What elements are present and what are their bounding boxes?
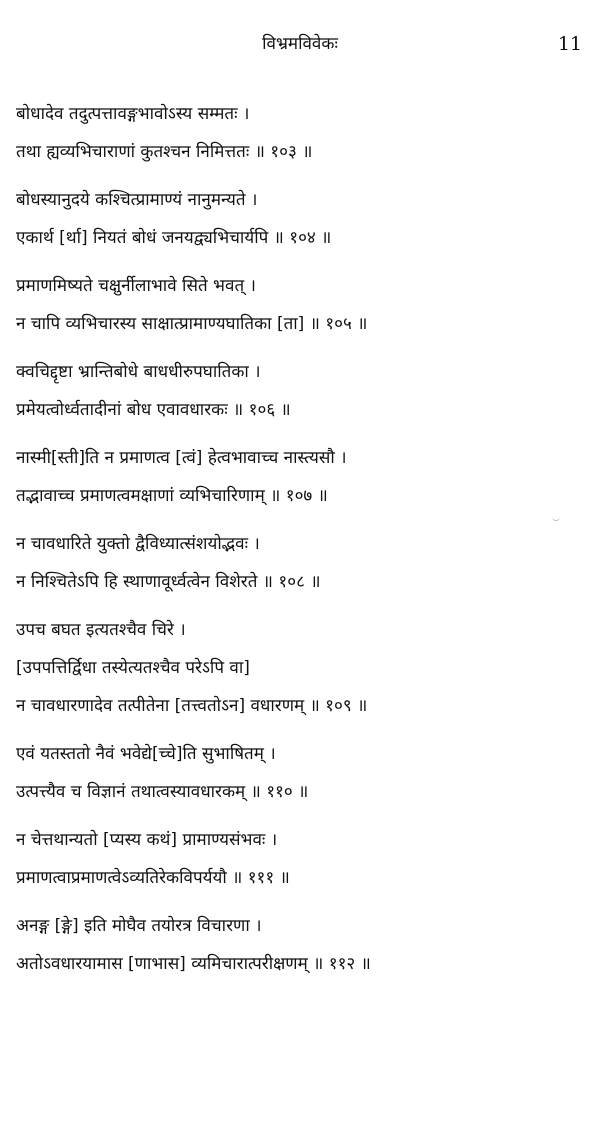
verse-line: उत्पत्त्यैव च विज्ञानं तथात्वस्यावधारकम् ॥ ११० ॥ <box>16 782 309 802</box>
verse-112 <box>16 907 586 983</box>
verse-106 <box>16 353 586 429</box>
verse-108 <box>16 525 586 601</box>
verse-line: तद्भावाच्च प्रमाणत्वमक्षाणां व्यभिचारिणाम् ॥ १०७ ॥ <box>16 486 328 506</box>
verse-line: क्वचिद्दृष्टा भ्रान्तिबोधे बाधधीरुपघातिका । <box>16 362 261 382</box>
verse-110 <box>16 735 586 811</box>
verse-line: न निश्चितेऽपि हि स्थाणावूर्ध्वत्वेन विशेरते ॥ १०८ ॥ <box>16 572 321 592</box>
verse-line: तथा ह्यव्यभिचाराणां कुतश्चन निमित्ततः ॥ १०३ ॥ <box>16 142 313 162</box>
verse-line: प्रमाणत्वाप्रमाणत्वेऽव्यतिरेकविपर्ययौ ॥ १११ ॥ <box>16 868 290 888</box>
verse-line: बोधादेव तदुत्पत्तावङ्गभावोऽस्य सम्मतः । <box>16 104 250 124</box>
page-number: 11 <box>557 33 582 55</box>
verse-105 <box>16 267 586 343</box>
verse-104 <box>16 181 586 257</box>
verse-107 <box>16 439 586 515</box>
verse-line: नास्मी[स्ती]ति न प्रमाणत्व [त्वं] हेत्वभावाच्च नास्त्यसौ । <box>16 448 347 468</box>
verse-line: अनङ्ग [ङ्गे] इति मोघैव तयोरत्र विचारणा । <box>16 916 262 936</box>
running-title: विभ्रमविवेकः <box>262 34 338 54</box>
verse-line: प्रमाणमिष्यते चक्षुर्नीलाभावे सिते भवत् । <box>16 276 256 296</box>
verse-list <box>16 95 586 993</box>
verse-109 <box>16 611 586 725</box>
running-header <box>0 30 600 58</box>
verse-line: न चावधारिते युक्तो द्वैविध्यात्संशयोद्भवः । <box>16 534 260 554</box>
verse-line: [उपपत्तिर्द्विधा तस्येत्यतश्चैव परेऽपि वा] <box>16 658 250 678</box>
verse-line: उपच बघत इत्यतश्चैव चिरे । <box>16 620 186 640</box>
verse-line: न चावधारणादेव तत्पीतेना [तत्त्वतोऽन] वधारणम् ॥ १०९ ॥ <box>16 696 368 716</box>
verse-line: अतोऽवधारयामास [णाभास] व्यमिचारात्परीक्षणम् ॥ ११२ ॥ <box>16 954 371 974</box>
verse-line: न चेत्तथान्यतो [प्यस्य कथं] प्रामाण्यसंभवः । <box>16 830 278 850</box>
verse-111 <box>16 821 586 897</box>
verse-line: प्रमेयत्वोर्ध्वतादीनां बोध एवावधारकः ॥ १०६ ॥ <box>16 400 291 420</box>
verse-line: बोधस्यानुदये कश्चित्प्रामाण्यं नानुमन्यते । <box>16 190 258 210</box>
verse-line: एकार्थ [र्था] नियतं बोधं जनयद्व्यभिचार्यपि ॥ १०४ ॥ <box>16 228 332 248</box>
verse-line: न चापि व्यभिचारस्य साक्षात्प्रामाण्यघातिका [ता] ॥ १०५ ॥ <box>16 314 368 334</box>
verse-line: एवं यतस्ततो नैवं भवेद्ये[च्चे]ति सुभाषितम् । <box>16 744 276 764</box>
verse-103 <box>16 95 586 171</box>
